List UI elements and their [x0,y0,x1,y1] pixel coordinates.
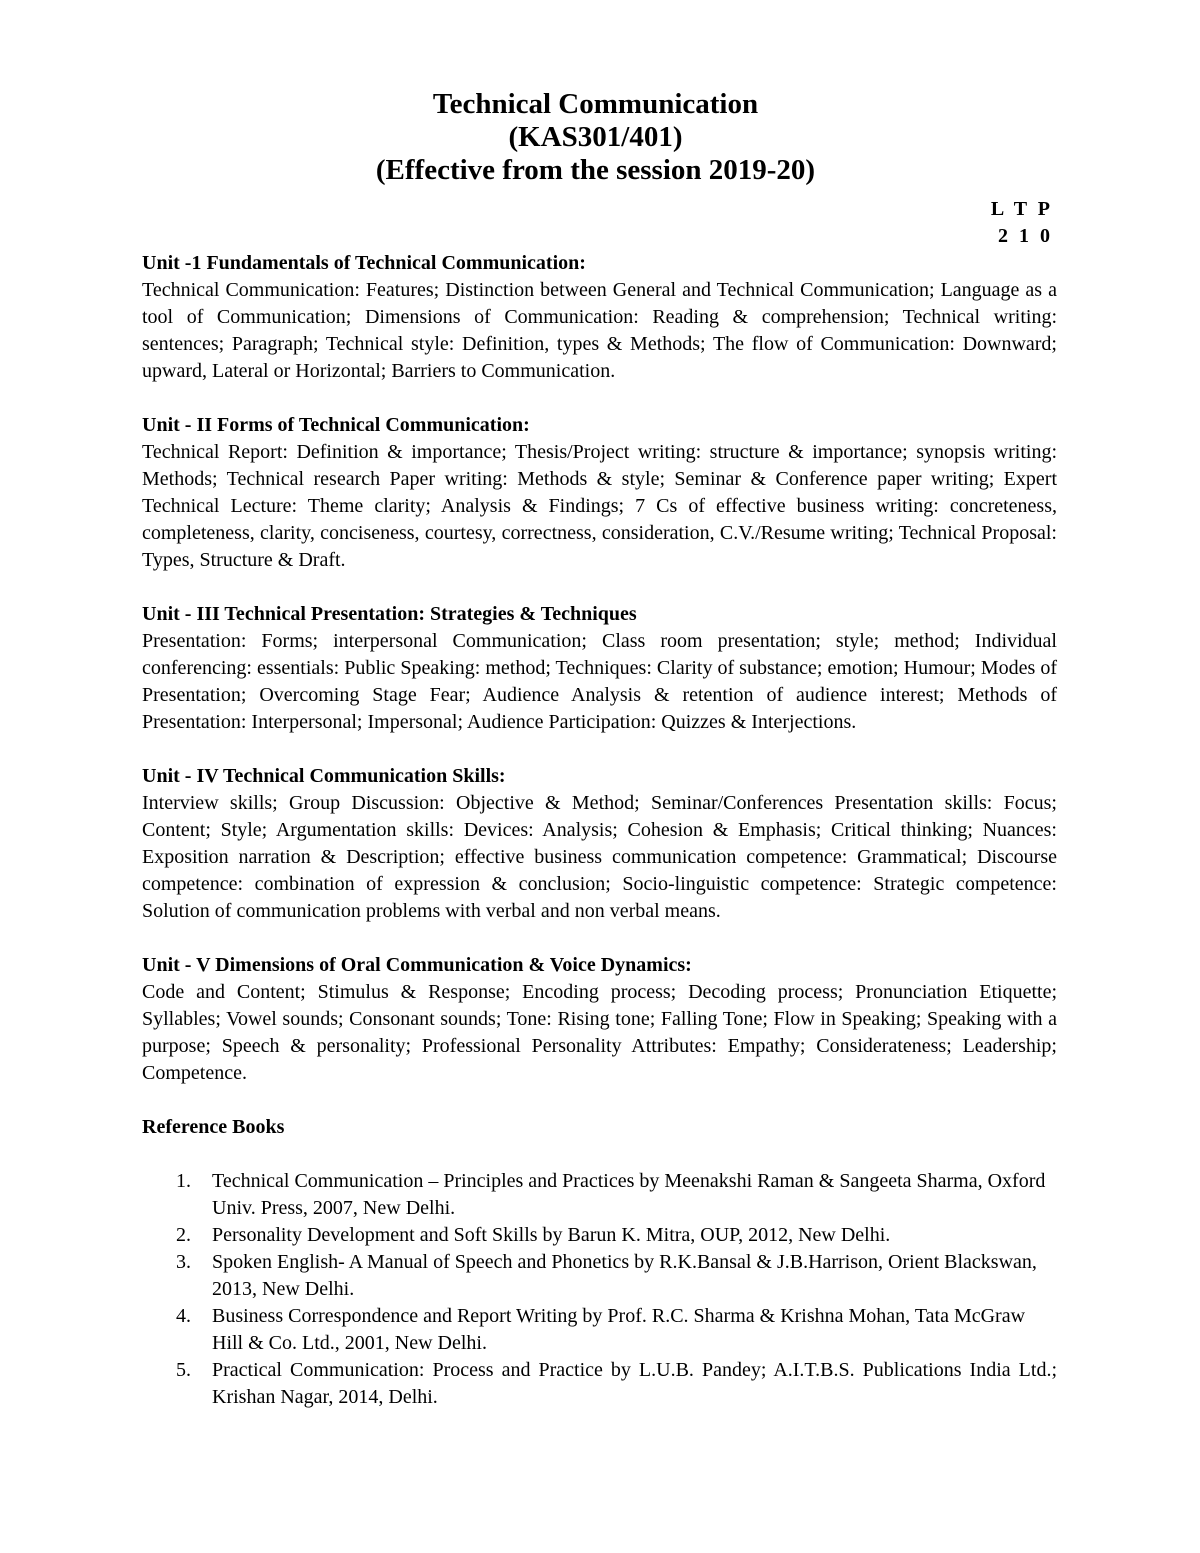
reference-text: Business Correspondence and Report Writing by Prof. R.C. Sharma & Krishna Mohan, Tata McGraw Hill & Co. Ltd., 2001, New Delhi. [212,1305,1026,1354]
page-title: Technical Communication [432,88,759,120]
unit-body: Technical Communication: Features; Distinction between General and Technical Communication; Language as a tool of Communication; Dimensions of Communication: Reading & comprehension; Technical writing: sentences; Paragraph; Technical style: Definition, types & Methods; The flow of Communication: Downward; upward, Lateral or Horizontal; Barriers to Communication. [142,279,1057,382]
unit-1 [142,250,1057,385]
reference-text: Spoken English- A Manual of Speech and Phonetics by R.K.Bansal & J.B.Harrison, Orient Blackswan, 2013, New Delhi. [212,1251,1037,1300]
unit-body: Technical Report: Definition & importance; Thesis/Project writing: structure & importance; synopsis writing: Methods; Technical research Paper writing: Methods & style; Seminar & Conference paper writing; Expert Technical Lecture: Theme clarity; Analysis & Findings; 7 Cs of effective business writing: concreteness, completeness, clarity, conciseness, courtesy, correctness, consideration, C.V./Resume writing; Technical Proposal: Types, Structure & Draft. [142,441,1057,571]
reference-text: Practical Communication: Process and Practice by L.U.B. Pandey; A.I.T.B.S. Publications India Ltd.; Krishan Nagar, 2014, Delhi. [212,1359,1057,1408]
unit-5 [142,952,1057,1087]
syllabus-page [142,88,1057,1411]
unit-body: Interview skills; Group Discussion: Objective & Method; Seminar/Conferences Presentation skills: Focus; Content; Style; Argumentation skills: Devices: Analysis; Cohesion & Emphasis; Critical thinking; Nuances: Exposition narration & Description; effective business communication competence: Grammatical; Discourse competence: combination of expression & conclusion; Socio-linguistic competence: Strategic competence: Solution of communication problems with verbal and non verbal means. [142,792,1057,922]
unit-title: Unit - V Dimensions of Oral Communication & Voice Dynamics: [142,954,692,976]
list-item [142,1249,1057,1303]
list-number: 2. [176,1224,191,1246]
unit-body: Presentation: Forms; interpersonal Communication; Class room presentation; style; method; Individual conferencing: essentials: Public Speaking: method; Techniques: Clarity of substance; emotion; Humour; Modes of Presentation; Overcoming Stage Fear; Audience Analysis & retention of audience interest; Methods of Presentation: Interpersonal; Impersonal; Audience Participation: Quizzes & Interjections. [142,630,1057,733]
unit-title: Unit - III Technical Presentation: Strategies & Techniques [142,603,637,625]
ltp-label: L T P [990,198,1053,220]
list-number: 3. [176,1251,191,1273]
list-number: 5. [176,1359,191,1381]
list-item [142,1357,1057,1411]
ltp-values: 2 1 0 [998,225,1053,247]
unit-title: Unit - II Forms of Technical Communication: [142,414,530,436]
unit-title: Unit -1 Fundamentals of Technical Communication: [142,252,586,274]
session-note: (Effective from the session 2019-20) [375,154,816,186]
unit-3 [142,601,1057,736]
unit-title: Unit - IV Technical Communication Skills: [142,765,506,787]
ltp-block [142,196,1053,250]
reference-books-heading: Reference Books [142,1116,285,1138]
list-item [142,1168,1057,1222]
list-item [142,1222,1057,1249]
unit-body: Code and Content; Stimulus & Response; Encoding process; Decoding process; Pronunciation Etiquette; Syllables; Vowel sounds; Consonant sounds; Tone: Rising tone; Falling Tone; Flow in Speaking; Speaking with a purpose; Speech & personality; Professional Personality Attributes: Empathy; Considerateness; Leadership; Competence. [142,981,1057,1084]
reference-text: Technical Communication – Principles and Practices by Meenakshi Raman & Sangeeta Sharma, Oxford Univ. Press, 2007, New Delhi. [212,1170,1046,1219]
unit-2 [142,412,1057,574]
document-header [134,88,1057,187]
course-code: (KAS301/401) [508,121,683,153]
list-number: 4. [176,1305,191,1327]
unit-4 [142,763,1057,925]
reference-list [142,1168,1057,1411]
list-number: 1. [176,1170,191,1192]
reference-text: Personality Development and Soft Skills by Barun K. Mitra, OUP, 2012, New Delhi. [212,1224,891,1246]
list-item [142,1303,1057,1357]
